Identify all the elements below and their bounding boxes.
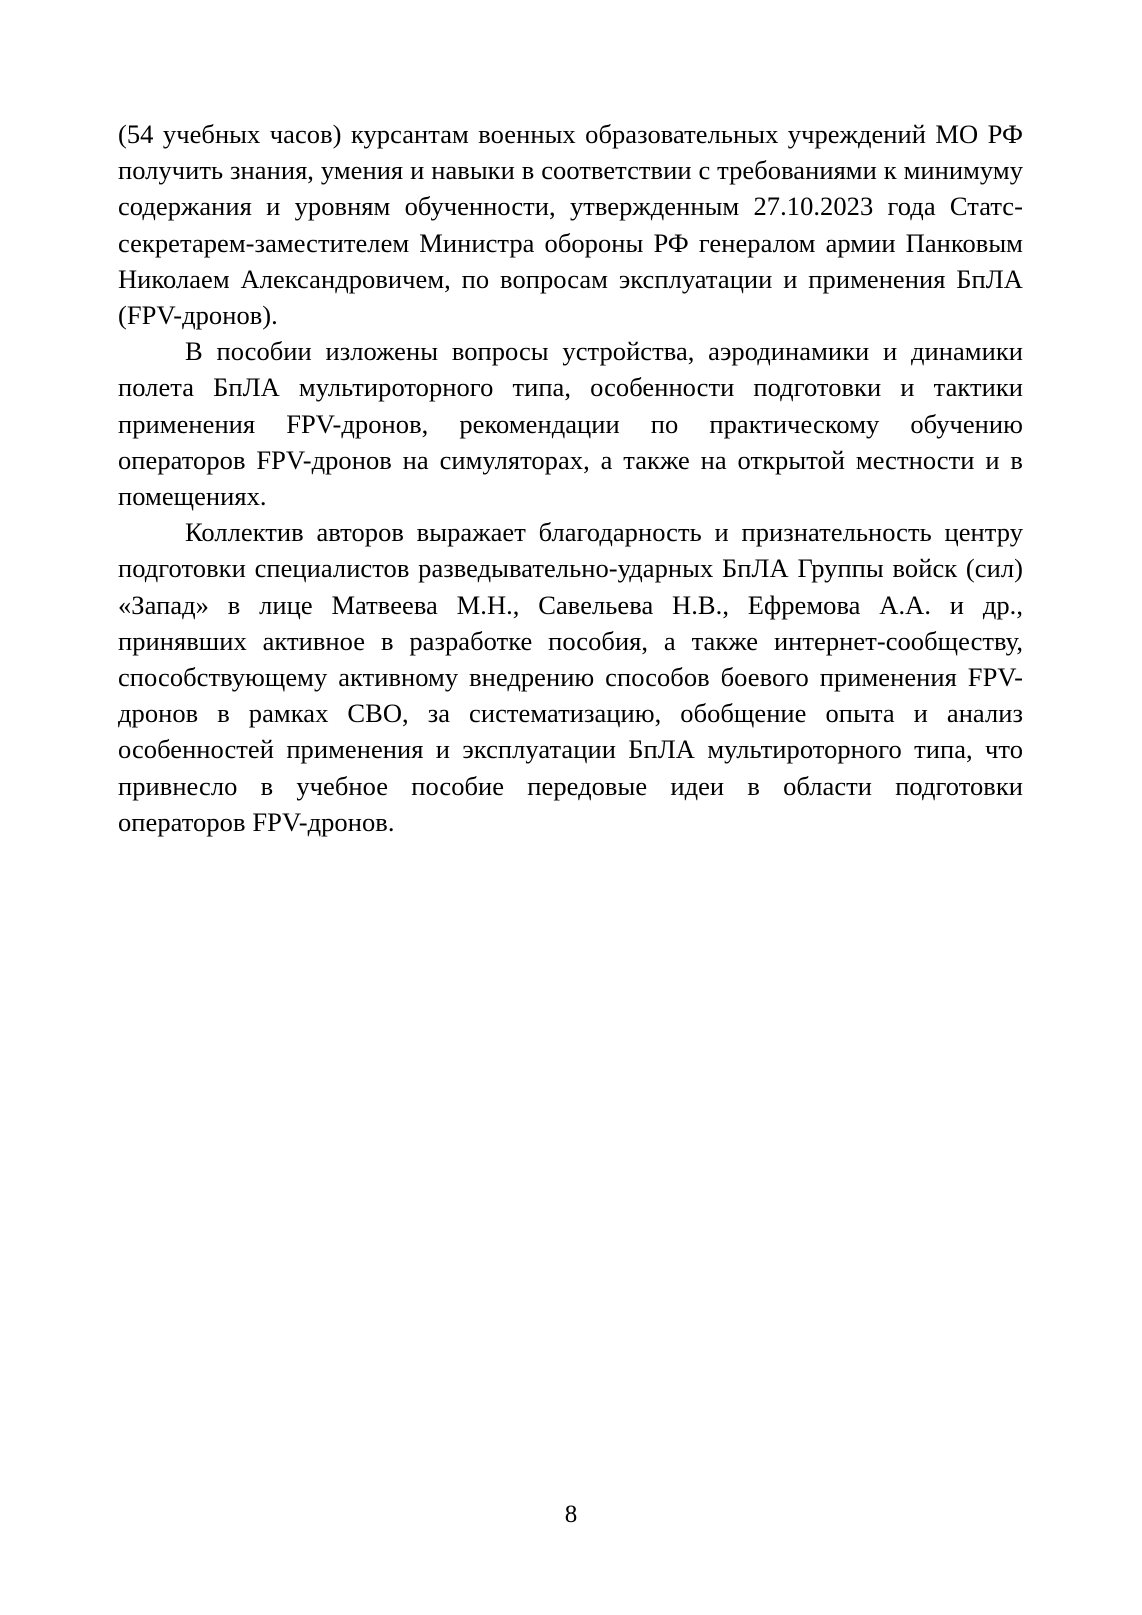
document-body xyxy=(118,116,1023,840)
body-paragraph-3: Коллектив авторов выражает благодарность и признательность центру подготовки специалистов разведывательно-ударных БпЛА Группы войск (сил) «Запад» в лице Матвеева М.Н., Савельева Н.В., Ефремова А.А. и др., принявших активное в разработке пособия, а также интернет-сообществу, способствующему активному внедрению способов боевого применения FPV-дронов в рамках СВО, за систематизацию, обобщение опыта и анализ особенностей применения и эксплуатации БпЛА мультироторного типа, что привнесло в учебное пособие передовые идеи в области подготовки операторов FPV-дронов. xyxy=(118,517,1023,837)
body-paragraph-2: В пособии изложены вопросы устройства, аэродинамики и динамики полета БпЛА мультироторного типа, особенности подготовки и тактики применения FPV-дронов, рекомендации по практическому обучению операторов FPV-дронов на симуляторах, а также на открытой местности и в помещениях. xyxy=(118,336,1023,512)
page-number: 8 xyxy=(564,1501,578,1528)
body-paragraph-1: (54 учебных часов) курсантам военных образовательных учреждений МО РФ получить знания, умения и навыки в соответствии с требованиями к минимуму содержания и уровням обученности, утвержденным 27.10.2023 года Статс-секретарем-заместителем Министра обороны РФ генералом армии Панковым Николаем Александровичем, по вопросам эксплуатации и применения БпЛА (FPV-дронов). xyxy=(118,119,1023,331)
